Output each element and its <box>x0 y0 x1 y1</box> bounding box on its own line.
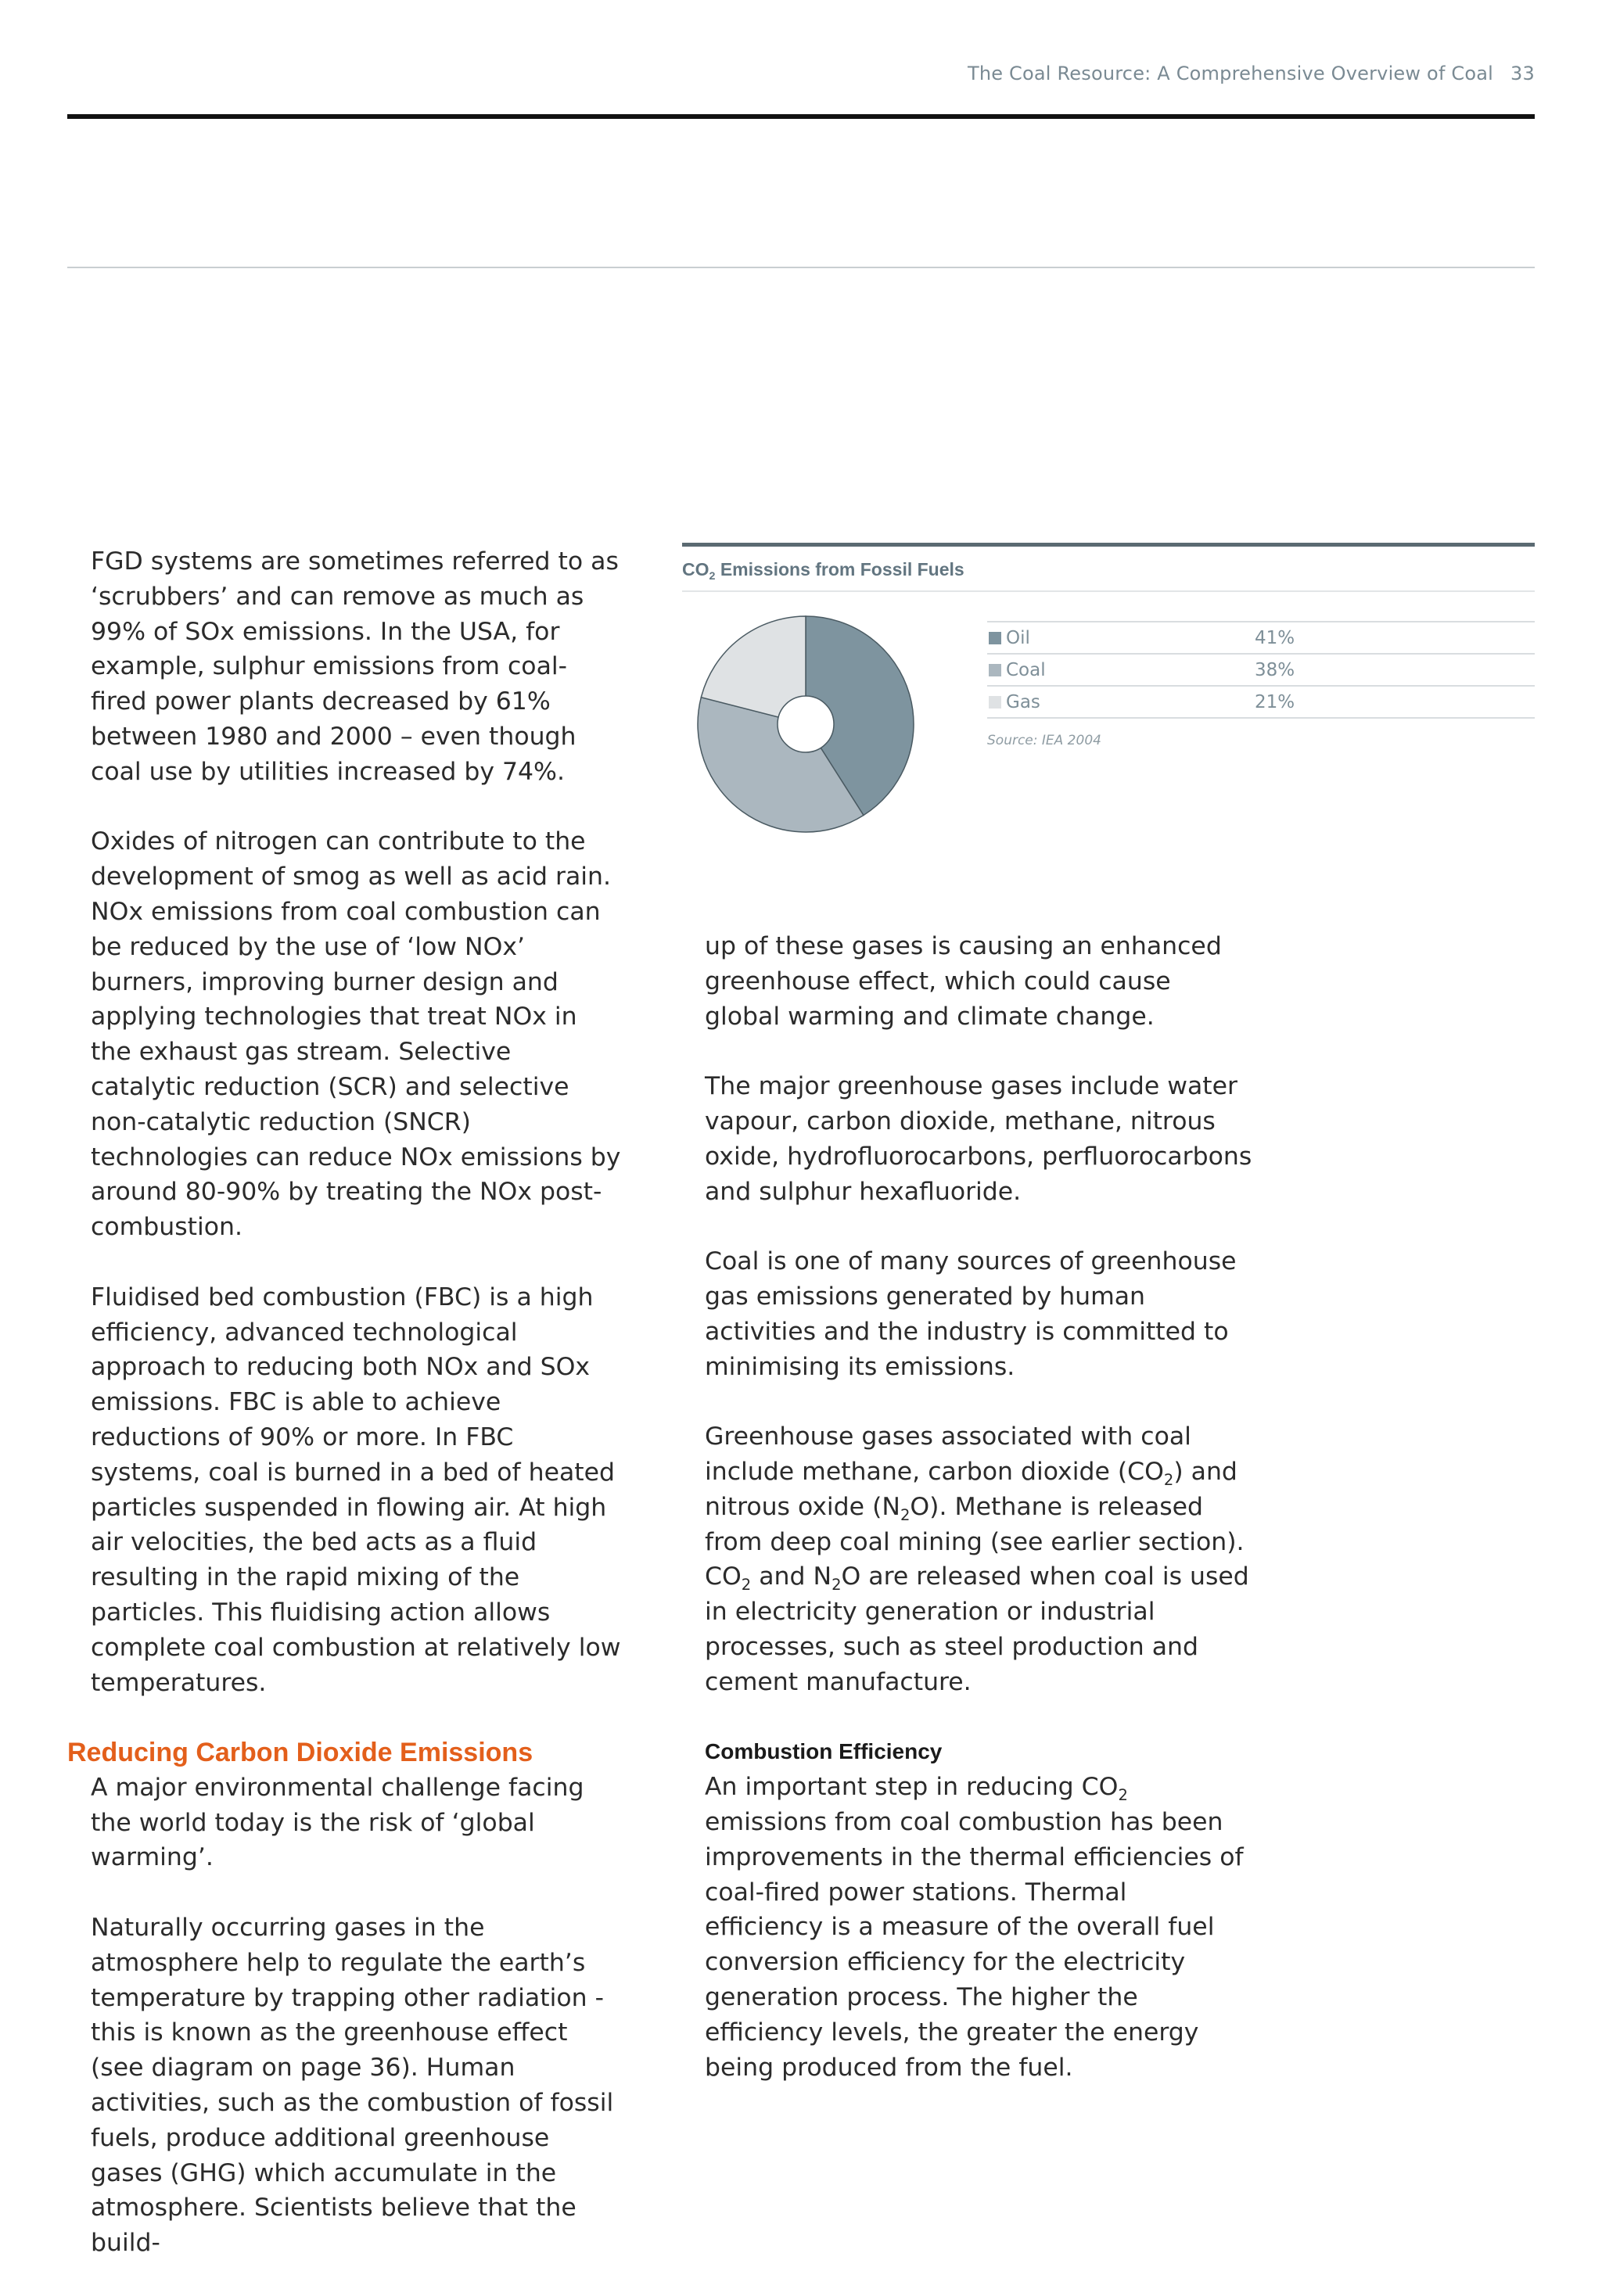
left-column <box>67 544 623 2296</box>
subscript: 2 <box>741 1576 752 1595</box>
text-run: ) and nitrous oxide (N <box>705 1457 1237 1521</box>
chart-top-rule <box>682 543 1535 547</box>
legend-label: Coal <box>1006 659 1046 680</box>
legend-row-gas <box>987 687 1535 719</box>
section-heading: Reducing Carbon Dioxide Emissions <box>67 1738 533 1768</box>
chart-title-rule <box>682 590 1535 592</box>
paragraph: Naturally occurring gases in the atmosphere help to regulate the earth’s temperature by trapping other radiation - this is known as the greenhouse effect (see diagram on page 36). Human activities, such as the combustion of fossil fuels, produce additional greenhouse gases (GHG) which accumulate in the atmosphere. Scientists believe that the build- <box>91 1914 614 2258</box>
text-run: O). Methane is released from deep coal mining (see earlier section). CO <box>705 1492 1245 1591</box>
section-divider <box>67 267 1535 268</box>
right-column <box>705 929 1252 2120</box>
paragraph: up of these gases is causing an enhanced greenhouse effect, which could cause global warming and climate change. <box>705 932 1222 1031</box>
text-run: Greenhouse gases associated with coal include methane, carbon dioxide (CO <box>705 1422 1191 1486</box>
legend-swatch <box>989 696 1001 709</box>
legend-label: Gas <box>1006 691 1040 712</box>
paragraph: Fluidised bed combustion (FBC) is a high efficiency, advanced technological approach to reducing both NOx and SOx emissions. FBC is able to achieve reductions of 90% or more. In FBC systems, coal is burned in a bed of heated particles suspended in flowing air. At high air velocities, the bed acts as a fluid resulting in the rapid mixing of the particles. This fluidising action allows complete coal combustion at relatively low temperatures. <box>91 1283 621 1697</box>
paragraph <box>705 1419 1252 1699</box>
chart-source: Source: IEA 2004 <box>987 733 1101 748</box>
legend-value: 21% <box>1255 691 1295 712</box>
pie-center-hole <box>778 696 834 752</box>
subscript: 2 <box>1118 1785 1128 1804</box>
text-run: O are released when coal is used in electricity generation or industrial processes, such as steel production and cement manufacture. <box>705 1562 1249 1696</box>
paragraph: FGD systems are sometimes referred to as ‘scrubbers’ and can remove as much as 99% of SOx emissions. In the USA, for example, sulphur emissions from coal-fired power plants decreased by 61% between 1980 and 2000 – even though coal use by utilities increased by 74%. <box>91 547 619 786</box>
header-title: The Coal Resource: A Comprehensive Overview of Coal <box>967 63 1494 84</box>
legend-swatch <box>989 632 1001 644</box>
legend-value: 38% <box>1255 659 1295 680</box>
chart-title-subscript: 2 <box>709 569 716 583</box>
legend-row-coal <box>987 655 1535 687</box>
legend-label: Oil <box>1006 627 1030 648</box>
subscript: 2 <box>1163 1470 1174 1489</box>
paragraph: Coal is one of many sources of greenhouse gas emissions generated by human activities and the industry is committed to minimising its emissions. <box>705 1247 1237 1381</box>
legend-swatch <box>989 664 1001 676</box>
text-run: emissions from coal combustion has been improvements in the thermal efficiencies of coal-fired power stations. Thermal efficiency is a measure of the overall fuel conversion efficiency for the electricity generation process. The higher the efficiency levels, the greater the energy being produced from the fuel. <box>705 1807 1244 2082</box>
legend-value: 41% <box>1255 627 1295 648</box>
chart-legend <box>987 621 1535 748</box>
pie-chart <box>696 615 915 834</box>
page-number: 33 <box>1510 63 1535 84</box>
chart-title-prefix: CO <box>682 559 709 579</box>
running-header <box>968 63 1535 84</box>
chart-title <box>682 552 964 587</box>
subsection-heading: Combustion Efficiency <box>705 1739 943 1764</box>
paragraph <box>705 1770 1252 2085</box>
subscript: 2 <box>900 1505 911 1524</box>
subscript: 2 <box>832 1576 842 1595</box>
co2-emissions-chart <box>682 543 1535 856</box>
paragraph: The major greenhouse gases include water vapour, carbon dioxide, methane, nitrous oxide, hydrofluorocarbons, perfluorocarbons and sulphur hexafluoride. <box>705 1072 1252 1206</box>
text-run: An important step in reducing CO <box>705 1773 1119 1802</box>
paragraph: A major environmental challenge facing the world today is the risk of ‘global warming’. <box>91 1773 584 1872</box>
chart-title-suffix: Emissions from Fossil Fuels <box>715 559 964 579</box>
legend-row-oil <box>987 622 1535 655</box>
paragraph: Oxides of nitrogen can contribute to the development of smog as well as acid rain. NOx emissions from coal combustion can be reduced by the use of ‘low NOx’ burners, improving burner design and applying technologies that treat NOx in the exhaust gas stream. Selective catalytic reduction (SCR) and selective non-catalytic reduction (SNCR) technologies can reduce NOx emissions by around 80-90% by treating the NOx post-combustion. <box>91 827 621 1242</box>
text-run: and N <box>751 1562 832 1591</box>
header-rule <box>67 114 1535 119</box>
